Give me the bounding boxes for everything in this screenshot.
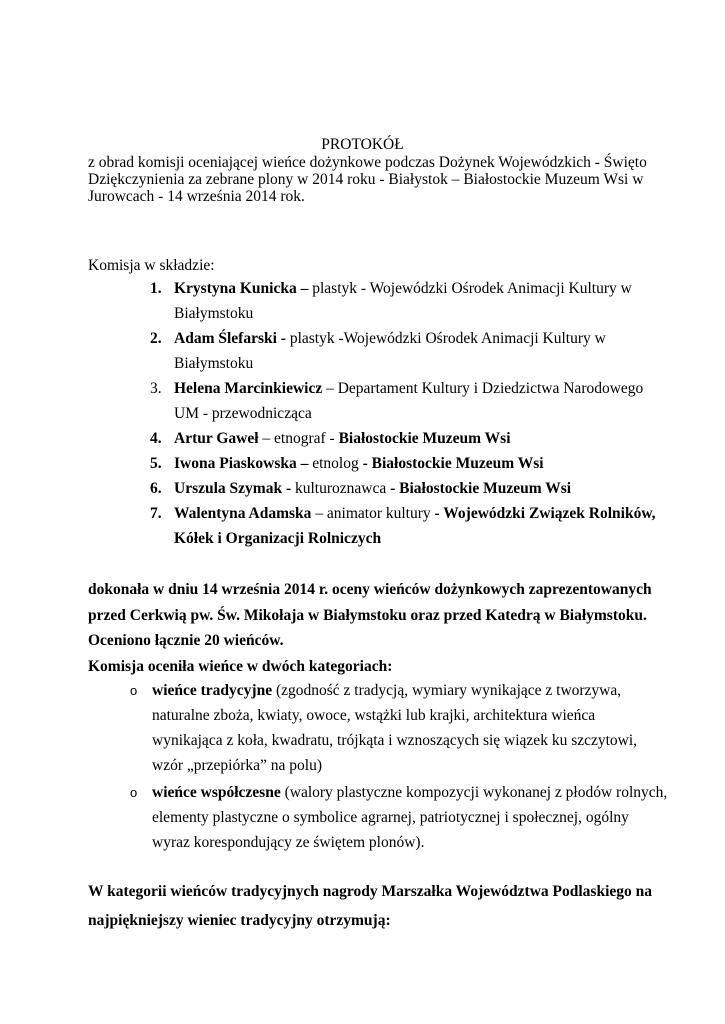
- bullet-icon: o: [130, 785, 138, 800]
- final-line: najpiękniejszy wieniec tradycyjny otrzymują:: [88, 912, 391, 929]
- list-item: [150, 376, 650, 426]
- summary-line: dokonała w dniu 14 września 2014 r. oceny wieńców dożynkowych zaprezentowanych: [88, 581, 652, 598]
- member-institution-cont: Kółek i Organizacji Rolniczych: [174, 530, 382, 547]
- item-number: 3.: [150, 380, 162, 397]
- intro-line: Dziękczynienia za zebrane plony w 2014 roku - Białystok – Białostockie Muzeum Wsi w: [88, 171, 644, 188]
- item-number: 5.: [150, 455, 162, 472]
- member-name: Helena Marcinkiewicz: [174, 380, 323, 397]
- member-description-cont: UM - przewodnicząca: [174, 405, 312, 422]
- summary-line: Komisja oceniła wieńce w dwóch kategoriach:: [88, 657, 393, 675]
- category-description-cont: elementy plastyczne o symbolice agrarnej, patriotycznej i społecznej, ogólny: [152, 809, 629, 826]
- summary-line: Oceniono łącznie 20 wieńców.: [88, 632, 284, 649]
- item-number: 2.: [150, 330, 162, 347]
- category-name: wieńce tradycyjne: [152, 682, 273, 699]
- member-name: Urszula Szymak -: [174, 480, 292, 497]
- intro-line: z obrad komisji oceniającej wieńce dożynkowe podczas Dożynek Wojewódzkich - Święto: [88, 154, 647, 171]
- category-description-cont: naturalne zboża, kwiaty, owoce, wstążki lub krajki, architektura wieńca: [152, 707, 596, 724]
- list-item: [130, 678, 650, 778]
- list-item: [150, 451, 650, 476]
- member-description: – Departament Kultury i Dziedzictwa Narodowego: [322, 380, 644, 397]
- member-institution: - Białostockie Muzeum Wsi: [390, 480, 572, 497]
- list-item: [150, 276, 650, 326]
- item-number: 4.: [150, 430, 162, 447]
- member-institution: - Białostockie Muzeum Wsi: [362, 455, 544, 472]
- final-paragraph: [88, 877, 653, 935]
- summary-line: przed Cerkwią pw. Św. Mikołaja w Białymstoku oraz przed Katedrą w Białymstoku.: [88, 606, 647, 624]
- member-description: etnolog: [308, 455, 363, 472]
- member-description: – animator kultury: [311, 505, 435, 522]
- category-description: (zgodność z tradycją, wymiary wynikające z tworzywa,: [272, 682, 622, 699]
- member-list: [150, 276, 656, 551]
- bullet-icon: o: [130, 683, 138, 698]
- member-name: Artur Gaweł: [174, 430, 259, 447]
- item-number: 1.: [150, 280, 162, 297]
- member-institution: - Wojewódzki Związek Rolników,: [434, 505, 656, 522]
- list-item: [150, 501, 656, 551]
- category-description-cont: wynikająca z koła, kwadratu, trójkąta i wznoszących się wiązek ku szczytowi,: [152, 732, 638, 749]
- category-name: wieńce współczesne: [152, 784, 281, 801]
- list-item: [150, 326, 650, 376]
- item-number: 6.: [150, 480, 162, 497]
- member-description: plastyk - Wojewódzki Ośrodek Animacji Kultury w: [308, 280, 632, 297]
- list-item: [150, 476, 650, 501]
- member-description-cont: Białymstoku: [174, 355, 254, 372]
- category-description-cont: wyraz korespondujący ze świętem plonów).: [152, 834, 425, 851]
- intro-paragraph: [88, 154, 648, 205]
- member-description: kulturoznawca: [291, 480, 391, 497]
- member-description: – etnograf -: [258, 430, 339, 447]
- document-title: PROTOKÓŁ: [321, 136, 404, 153]
- list-item: [150, 426, 650, 451]
- item-number: 7.: [150, 505, 162, 522]
- composition-label: Komisja w składzie:: [88, 257, 215, 274]
- category-description: (walory plastyczne kompozycji wykonanej z płodów rolnych,: [280, 784, 668, 801]
- member-name: Krystyna Kunicka –: [174, 280, 309, 297]
- final-line: W kategorii wieńców tradycyjnych nagrody Marszałka Województwa Podlaskiego na: [88, 883, 653, 900]
- intro-line: Jurowcach - 14 września 2014 rok.: [88, 188, 305, 205]
- category-description-cont: wzór „przepiórka” na polu): [152, 757, 322, 774]
- member-description: plastyk -Wojewódzki Ośrodek Animacji Kultury w: [285, 330, 606, 347]
- list-item: [130, 780, 668, 855]
- category-list: [130, 678, 668, 855]
- member-name: Adam Ślefarski -: [174, 330, 286, 347]
- member-description-cont: Białymstoku: [174, 305, 254, 322]
- member-institution: Białostockie Muzeum Wsi: [338, 430, 511, 447]
- summary-paragraph: [88, 577, 652, 679]
- member-name: Walentyna Adamska: [174, 505, 312, 522]
- member-name: Iwona Piaskowska –: [174, 455, 309, 472]
